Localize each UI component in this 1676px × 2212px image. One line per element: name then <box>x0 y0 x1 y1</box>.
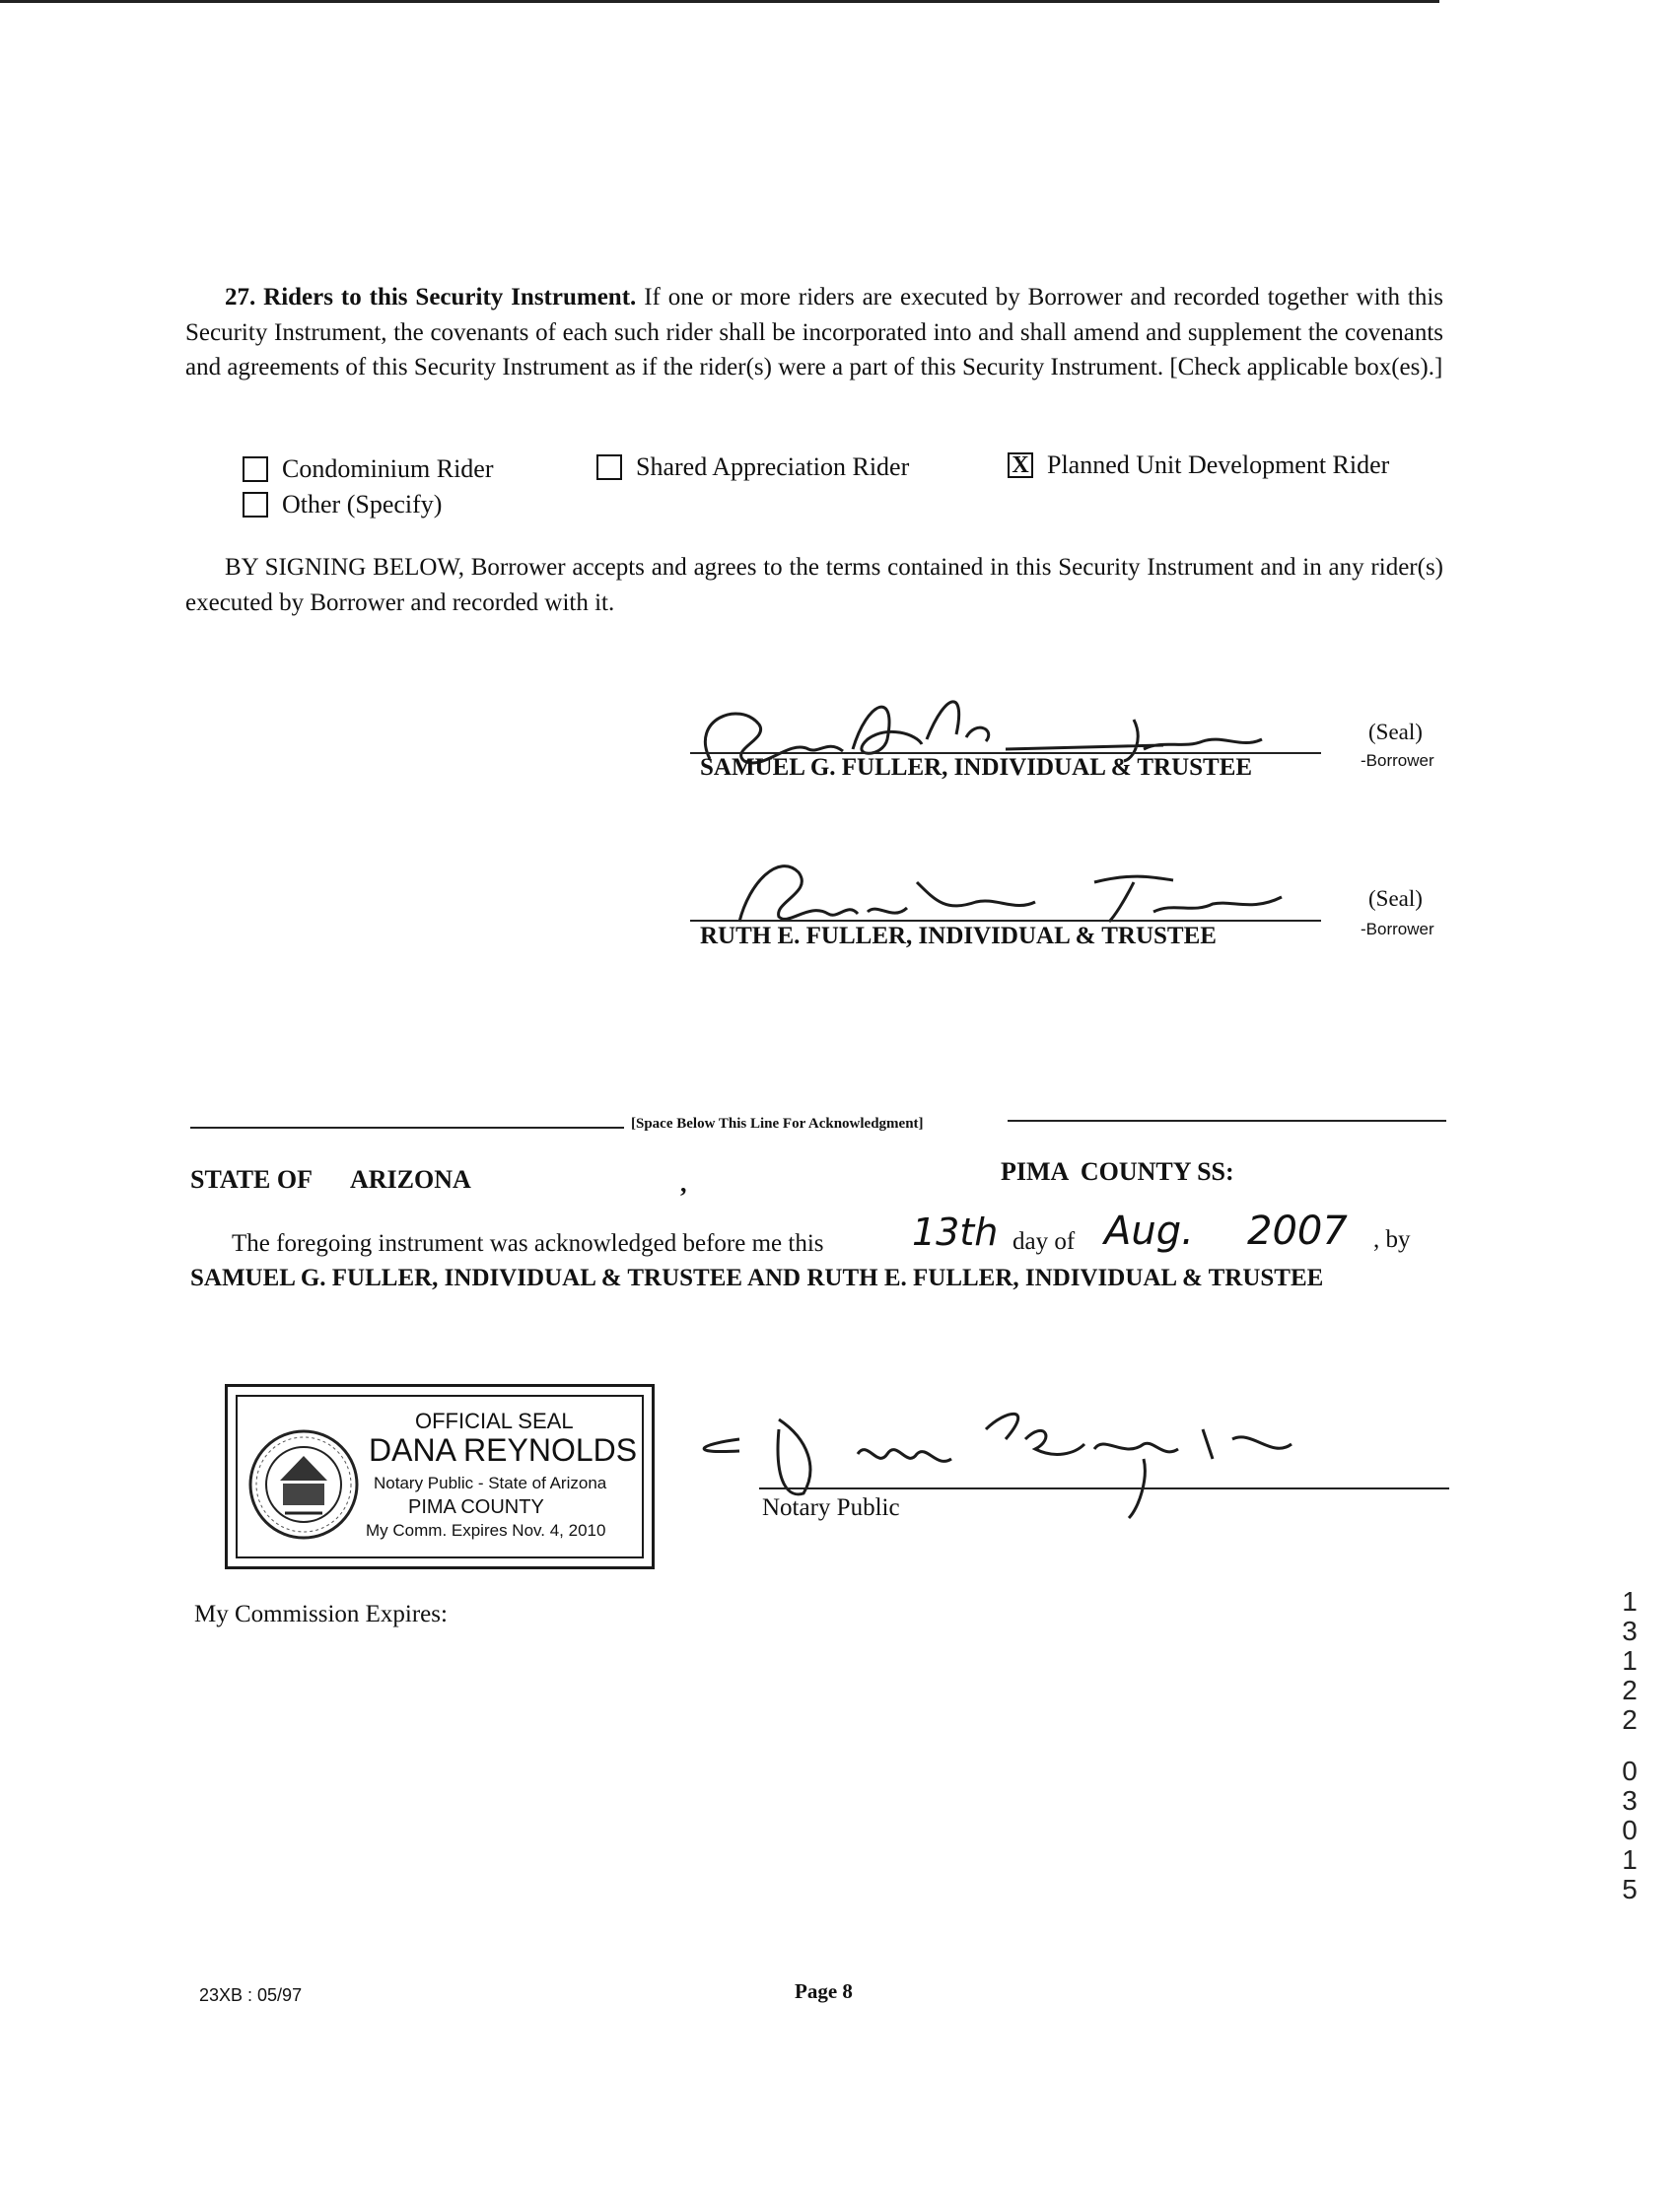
commission-expires-label: My Commission Expires: <box>194 1601 448 1627</box>
signer-name-2: RUTH E. FULLER, INDIVIDUAL & TRUSTEE <box>700 923 1217 949</box>
recording-number <box>1615 1587 1644 1904</box>
recording-digit: 1 <box>1622 1844 1638 1875</box>
recording-digit: 2 <box>1622 1704 1638 1735</box>
seal-line-name: DANA REYNOLDS <box>369 1432 638 1468</box>
county-text: PIMA COUNTY SS: <box>1001 1157 1234 1186</box>
recording-digit: 1 <box>1622 1586 1638 1617</box>
signing-paragraph: BY SIGNING BELOW, Borrower accepts and agrees to the terms contained in this Security Instrument and in any rider(s) executed by Borrower and recorded with it. <box>185 554 1443 616</box>
checkbox-label: Condominium Rider <box>282 454 494 483</box>
acknowledgment-by: , by <box>1373 1226 1411 1253</box>
checkbox-box[interactable]: X <box>1008 452 1033 478</box>
seal-line-expires: My Comm. Expires Nov. 4, 2010 <box>366 1521 606 1540</box>
divider-left <box>190 1127 624 1129</box>
recording-digit: 3 <box>1622 1616 1638 1646</box>
seal-line-state: Notary Public - State of Arizona <box>374 1474 607 1492</box>
riders-paragraph <box>185 280 1443 385</box>
acknowledgment-month: Aug. <box>1104 1209 1194 1254</box>
checkbox-condominium-rider[interactable] <box>243 454 494 484</box>
notary-seal-stamp <box>225 1384 655 1569</box>
form-code: 23XB : 05/97 <box>199 1985 303 2005</box>
arizona-seal-icon <box>245 1426 362 1543</box>
notary-signature-line <box>759 1487 1449 1489</box>
riders-number: 27. <box>225 284 256 311</box>
acknowledgment-day: 13th <box>912 1210 999 1254</box>
acknowledgment-prefix: The foregoing instrument was acknowledged before me this <box>232 1230 824 1257</box>
divider-right <box>1008 1120 1446 1122</box>
checkbox-label: Shared Appreciation Rider <box>636 452 910 481</box>
signer-name-1: SAMUEL G. FULLER, INDIVIDUAL & TRUSTEE <box>700 754 1253 781</box>
seal-label-1: (Seal) <box>1368 720 1423 744</box>
seal-label-2: (Seal) <box>1368 886 1423 911</box>
acknowledgment-divider-text: [Space Below This Line For Acknowledgment] <box>631 1116 924 1132</box>
acknowledgment-names: SAMUEL G. FULLER, INDIVIDUAL & TRUSTEE AND RUTH E. FULLER, INDIVIDUAL & TRUSTEE <box>190 1265 1324 1291</box>
checkbox-box[interactable] <box>243 492 268 518</box>
recording-digit: 0 <box>1622 1815 1638 1845</box>
borrower-label-1: -Borrower <box>1361 751 1434 770</box>
state-value: ARIZONA <box>350 1165 471 1194</box>
signature-line-2 <box>690 920 1321 922</box>
recording-digit: 2 <box>1622 1675 1638 1705</box>
recording-digit <box>1615 1735 1644 1757</box>
checkbox-label: Planned Unit Development Rider <box>1047 450 1390 479</box>
acknowledgment-year: 2007 <box>1247 1209 1348 1254</box>
scan-top-edge <box>0 0 1439 3</box>
recording-digit: 0 <box>1622 1756 1638 1786</box>
state-label: STATE OF <box>190 1165 314 1194</box>
checkbox-box[interactable] <box>596 454 622 480</box>
notary-public-label: Notary Public <box>762 1494 900 1521</box>
recording-digit: 5 <box>1622 1874 1638 1904</box>
page-number: Page 8 <box>795 1979 853 2003</box>
riders-heading: Riders to this Security Instrument. <box>263 284 637 311</box>
riders-body: If one or more riders are executed by Borrower and recorded together with this Security Instrument, the covenants of each such rider shall be incorporated into and shall amend and supplement the covenants and agreements of this Security Instrument as if the rider(s) were a part of this Security Instrument. [Check applicable box(es).] <box>185 284 1443 380</box>
checkbox-planned-unit-development-rider[interactable] <box>1008 450 1389 480</box>
checkbox-label: Other (Specify) <box>282 490 443 518</box>
checkbox-box[interactable] <box>243 456 268 482</box>
state-comma: , <box>680 1169 687 1198</box>
borrower-label-2: -Borrower <box>1361 920 1434 938</box>
seal-line-official: OFFICIAL SEAL <box>415 1409 574 1433</box>
acknowledgment-day-of: day of <box>1013 1228 1076 1255</box>
recording-digit: 1 <box>1622 1645 1638 1676</box>
seal-line-county: PIMA COUNTY <box>408 1496 544 1518</box>
recording-digit: 3 <box>1622 1785 1638 1816</box>
checkbox-shared-appreciation-rider[interactable] <box>596 452 909 482</box>
checkbox-other-specify[interactable] <box>243 490 442 519</box>
